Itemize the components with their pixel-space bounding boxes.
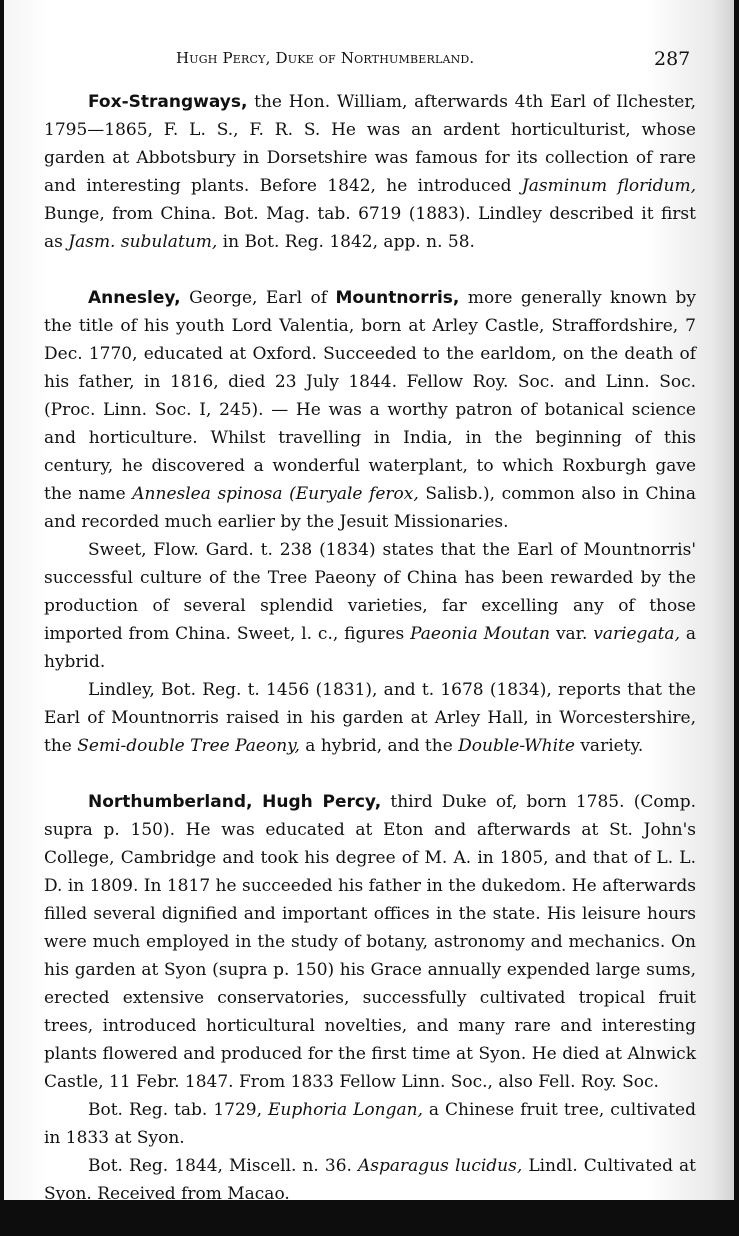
entry-heading: Fox-Strangways, — [88, 92, 248, 112]
text-run: a hybrid, and the — [299, 736, 459, 756]
entry-paragraph — [44, 1096, 696, 1152]
italic-run: Asparagus lucidus, — [358, 1156, 523, 1176]
entry-paragraph — [44, 536, 696, 676]
entry-paragraph — [44, 284, 696, 536]
text-run: more generally known by the title of his youth Lord Valentia, born at Arley Castle, Straffordshire, 7 Dec. 1770, educated at Oxford. Succeeded to the earldom, on the death of his father, in 1816, died 23 July 1844. Fellow Roy. Soc. and Linn. Soc. (Proc. Linn. Soc. I, 245). — He was a worthy patron of botanical science and horticulture. Whilst travelling in India, in the beginning of this century, he discovered a wonderful waterplant, to which Roxburgh gave the name — [44, 288, 696, 504]
text-run: Bot. Reg. tab. 1729, — [88, 1100, 268, 1120]
text-run: a Chinese fruit tree, cultivated in 1833 at Syon. — [44, 1100, 696, 1148]
book-page — [4, 0, 734, 1204]
italic-run: Euphoria Longan, — [267, 1100, 423, 1120]
text-run: the Hon. William, afterwards 4th Earl of Ilchester, 1795—1865, F. L. S., F. R. S. He was an ardent horticulturist, whose garden at Abbotsbury in Dorsetshire was famous for its collection of rare and interesting plants. Before 1842, he introduced — [44, 92, 696, 196]
text-run: Bunge, from China. Bot. Mag. tab. 6719 (1883). Lindley described it first as — [44, 204, 696, 252]
entry-annesley — [44, 284, 696, 760]
italic-run: Jasminum floridum, — [521, 176, 696, 196]
text-run: variety. — [574, 736, 644, 756]
text-run: var. — [550, 624, 594, 644]
body-text — [44, 88, 696, 1236]
text-run: Lindley, Bot. Reg. t. 1456 (1831), and t. 1678 (1834), reports that the Earl of Mountnorris raised in his garden at Arley Hall, in Worcestershire, the — [44, 680, 696, 756]
running-head: Hugh Percy, Duke of Northumberland. — [176, 49, 475, 67]
italic-run: Paeonia Moutan — [410, 624, 551, 644]
text-run: Sweet, Flow. Gard. t. 238 (1834) states that the Earl of Mountnorris' successful culture of the Tree Paeony of China has been rewarded by the production of several splendid varieties, far excelling any of those imported from China. Sweet, l. c., figures — [44, 540, 696, 644]
entry-heading: Northumberland, Hugh Percy, — [88, 792, 382, 812]
entry-heading: Annesley, — [88, 288, 181, 308]
entry-northumberland — [44, 788, 696, 1208]
italic-run: Semi-double Tree Paeony, — [77, 736, 300, 756]
entry-heading-title: Mountnorris, — [335, 288, 460, 308]
entry-fox-strangways — [44, 88, 696, 256]
text-run: Salisb.), common also in China and recorded much earlier by the Jesuit Missionaries. — [44, 484, 696, 532]
text-run: Bot. Reg. 1844, Miscell. n. 36. — [88, 1156, 359, 1176]
entry-paragraph — [44, 788, 696, 1096]
page-header — [4, 46, 734, 74]
text-run: in Bot. Reg. 1842, app. n. 58. — [217, 232, 475, 252]
text-run: third Duke of, born 1785. (Comp. supra p. 150). He was educated at Eton and afterwards at St. John's College, Cambridge and took his degree of M. A. in 1805, and that of L. L. D. in 1809. In 1817 he succeeded his father in the dukedom. He afterwards filled several dignified and important offices in the state. His leisure hours were much employed in the study of botany, astronomy and mechanics. On his garden at Syon (supra p. 150) his Grace annually expended large sums, erected extensive conservatories, successfully cultivated tropical fruit trees, introduced horticultural novelties, and many rare and interesting plants flowered and produced for the first time at Syon. He died at Alnwick Castle, 11 Febr. 1847. From 1833 Fellow Linn. Soc., also Fell. Roy. Soc. — [44, 792, 696, 1092]
italic-run: Double-White — [458, 736, 575, 756]
italic-run: variegata, — [593, 624, 680, 644]
text-run: George, Earl of — [180, 288, 336, 308]
italic-run: Jasm. subulatum, — [68, 232, 218, 252]
page-number: 287 — [654, 48, 691, 70]
text-run: Lindl. Cultivated at Syon. Received from Macao. — [44, 1156, 697, 1204]
entry-paragraph — [44, 676, 696, 760]
entry-paragraph — [44, 88, 696, 256]
text-run: a hybrid. — [44, 624, 696, 672]
italic-run: Anneslea spinosa (Euryale ferox, — [132, 484, 419, 504]
